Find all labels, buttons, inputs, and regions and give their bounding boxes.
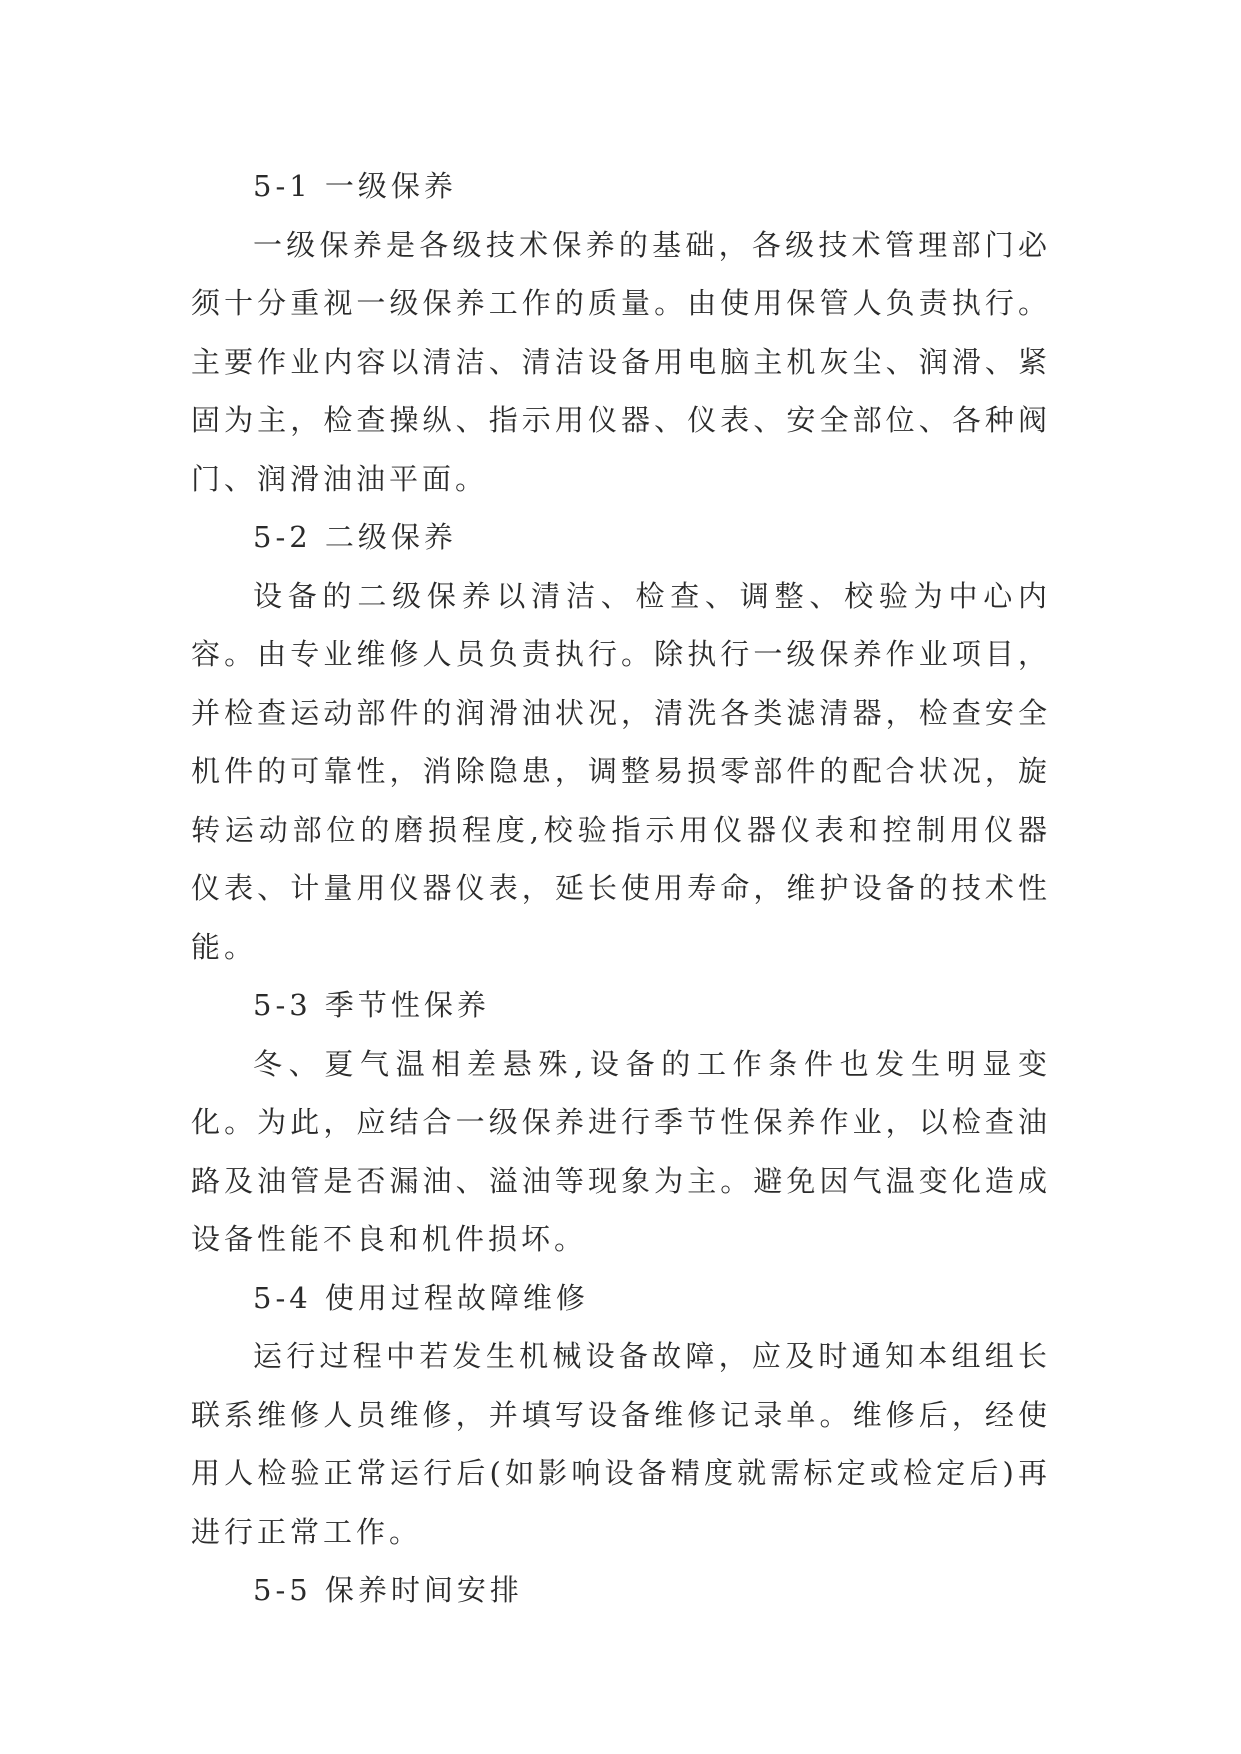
section-body-5-3: 冬、夏气温相差悬殊,设备的工作条件也发生明显变化。为此，应结合一级保养进行季节性保养作业，以检查油路及油管是否漏油、溢油等现象为主。避免因气温变化造成设备性能不良和机件损坏。 xyxy=(191,1046,1051,1256)
section-heading-5-3: 5-3 季节性保养 xyxy=(253,988,490,1022)
section-heading-5-1: 5-1 一级保养 xyxy=(253,169,457,203)
document-body xyxy=(191,157,1051,1620)
section-heading-5-2: 5-2 二级保养 xyxy=(253,520,457,554)
section-heading-5-5: 5-5 保养时间安排 xyxy=(253,1573,523,1607)
section-heading-5-4: 5-4 使用过程故障维修 xyxy=(253,1280,589,1315)
section-body-5-1: 一级保养是各级技术保养的基础，各级技术管理部门必须十分重视一级保养工作的质量。由使用保管人负责执行。主要作业内容以清洁、清洁设备用电脑主机灰尘、润滑、紧固为主，检查操纵、指示用仪器、仪表、安全部位、各种阀门、润滑油油平面。 xyxy=(191,227,1051,496)
section-body-5-2: 设备的二级保养以清洁、检查、调整、校验为中心内容。由专业维修人员负责执行。除执行一级保养作业项目，并检查运动部件的润滑油状况，清洗各类滤清器，检查安全机件的可靠性，消除隐患，调整易损零部件的配合状况，旋转运动部位的磨损程度,校验指示用仪器仪表和控制用仪器仪表、计量用仪器仪表，延长使用寿命，维护设备的技术性能。 xyxy=(191,578,1051,964)
section-body-5-4: 运行过程中若发生机械设备故障，应及时通知本组组长联系维修人员维修，并填写设备维修记录单。维修后，经使用人检验正常运行后(如影响设备精度就需标定或检定后)再进行正常工作。 xyxy=(191,1339,1051,1549)
